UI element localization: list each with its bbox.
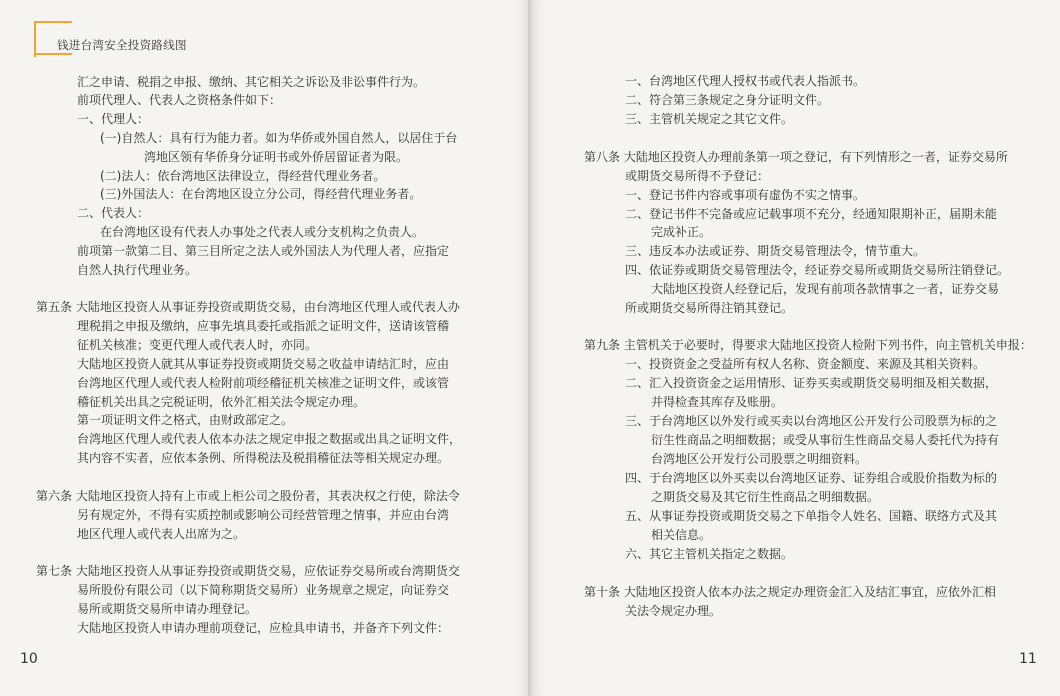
right-page [531, 0, 1060, 696]
text-line: 一、代理人： [77, 112, 150, 126]
text-line: 六、其它主管机关指定之数据。 [625, 547, 794, 561]
text-line: 一、台湾地区代理人授权书或代表人指派书。 [625, 74, 866, 88]
text-line: 一、登记书件内容或事项有虚伪不实之情事。 [625, 188, 866, 202]
text-line: 三、于台湾地区以外发行或买卖以台湾地区公开发行公司股票为标的之 [625, 414, 998, 428]
text-line: 前项代理人、代表人之资格条件如下： [77, 93, 282, 107]
text-line: 稽征机关出具之完税证明，依外汇相关法令规定办理。 [77, 395, 366, 409]
text-line: 其内容不实者，应依本条例、所得税法及税捐稽征法等相关规定办理。 [77, 451, 450, 465]
text-line: 四、依证券或期货交易管理法令，经证券交易所或期货交易所注销登记。 [625, 263, 1010, 277]
text-line: (三)外国法人：在台湾地区设立分公司，得经营代理业务者。 [100, 187, 422, 201]
text-line: 衍生性商品之明细数据；或受从事衍生性商品交易人委托代为持有 [651, 433, 1000, 447]
text-line: 所或期货交易所得注销其登记。 [625, 301, 794, 315]
article-8-heading-line: 第八条 大陆地区投资人办理前条第一项之登记，有下列情形之一者，证券交易所 [584, 150, 1008, 164]
text-line: 汇之申请、税捐之申报、缴纳、其它相关之诉讼及非讼事件行为。 [77, 75, 426, 89]
article-9-heading-line: 第九条 主管机关于必要时，得要求大陆地区投资人检附下列书件，向主管机关申报： [584, 338, 1032, 352]
text-line: 一、投资资金之受益所有权人名称、资金额度、来源及其相关资料。 [625, 357, 986, 371]
article-5-heading-line: 第五条 大陆地区投资人从事证券投资或期货交易，由台湾地区代理人或代表人办 [36, 300, 460, 314]
text-line: 大陆地区投资人经登记后，发现有前项各款情事之一者，证券交易 [651, 282, 1000, 296]
text-line: 前项第一款第二目、第三目所定之法人或外国法人为代理人者，应指定 [77, 244, 450, 258]
text-line: 台湾地区公开发行公司股票之明细资料。 [651, 452, 868, 466]
text-line: 大陆地区投资人申请办理前项登记，应检具申请书，并备齐下列文件： [77, 621, 450, 635]
text-line: 或期货交易所得不予登记： [625, 169, 770, 183]
text-line: 之期货交易及其它衍生性商品之明细数据。 [651, 490, 880, 504]
text-line: 易所股份有限公司（以下简称期货交易所）业务规章之规定，向证券交 [77, 583, 450, 597]
text-line: 二、代表人： [77, 206, 150, 220]
text-line: 地区代理人或代表人出席为之。 [77, 527, 246, 541]
text-line: 完成补正。 [651, 225, 712, 239]
text-line: (一)自然人：具有行为能力者。如为华侨或外国自然人，以居住于台 [100, 131, 458, 145]
running-title: 钱进台湾安全投资路线图 [57, 38, 187, 52]
text-line: 四、于台湾地区以外买卖以台湾地区证券、证券组合或股价指数为标的 [625, 471, 998, 485]
text-line: 二、汇入投资资金之运用情形、证券买卖或期货交易明细及相关数据， [625, 376, 998, 390]
text-line: 三、主管机关规定之其它文件。 [625, 112, 794, 126]
text-line: 二、符合第三条规定之身分证明文件。 [625, 93, 830, 107]
text-line: 征机关核准；变更代理人或代表人时，亦同。 [77, 338, 318, 352]
text-line: 湾地区领有华侨身分证明书或外侨居留证者为限。 [144, 150, 409, 164]
text-line: 台湾地区代理人或代表人依本办法之规定申报之数据或出具之证明文件， [77, 432, 462, 446]
text-line: 三、违反本办法或证券、期货交易管理法令，情节重大。 [625, 244, 926, 258]
text-line: 理税捐之申报及缴纳，应事先填具委托或指派之证明文件，送请该管稽 [77, 319, 450, 333]
text-line: (二)法人：依台湾地区法律设立，得经营代理业务者。 [100, 169, 386, 183]
page-number: 10 [20, 651, 38, 667]
text-line: 自然人执行代理业务。 [77, 263, 198, 277]
article-6-heading-line: 第六条 大陆地区投资人持有上市或上柜公司之股份者，其表决权之行使，除法令 [36, 489, 460, 503]
text-line: 并得检查其库存及账册。 [651, 395, 784, 409]
article-7-heading-line: 第七条 大陆地区投资人从事证券投资或期货交易，应依证券交易所或台湾期货交 [36, 564, 460, 578]
text-line: 五、从事证券投资或期货交易之下单指令人姓名、国籍、联络方式及其 [625, 509, 998, 523]
text-line: 相关信息。 [651, 528, 712, 542]
left-page [0, 0, 529, 696]
text-line: 台湾地区代理人或代表人检附前项经稽征机关核准之证明文件，或该管 [77, 376, 450, 390]
text-line: 易所或期货交易所申请办理登记。 [77, 602, 258, 616]
text-line: 另有规定外，不得有实质控制或影响公司经营管理之情事，并应由台湾 [77, 508, 450, 522]
text-line: 在台湾地区设有代表人办事处之代表人或分支机构之负责人。 [100, 225, 425, 239]
article-10-heading-line: 第十条 大陆地区投资人依本办法之规定办理资金汇入及结汇事宜，应依外汇相 [584, 585, 996, 599]
text-line: 二、登记书件不完备或应记载事项不充分，经通知限期补正，届期未能 [625, 207, 998, 221]
page-number: 11 [1019, 651, 1037, 667]
text-line: 关法令规定办理。 [625, 604, 722, 618]
text-line: 第一项证明文件之格式，由财政部定之。 [77, 413, 294, 427]
text-line: 大陆地区投资人就其从事证券投资或期货交易之收益申请结汇时，应由 [77, 357, 450, 371]
